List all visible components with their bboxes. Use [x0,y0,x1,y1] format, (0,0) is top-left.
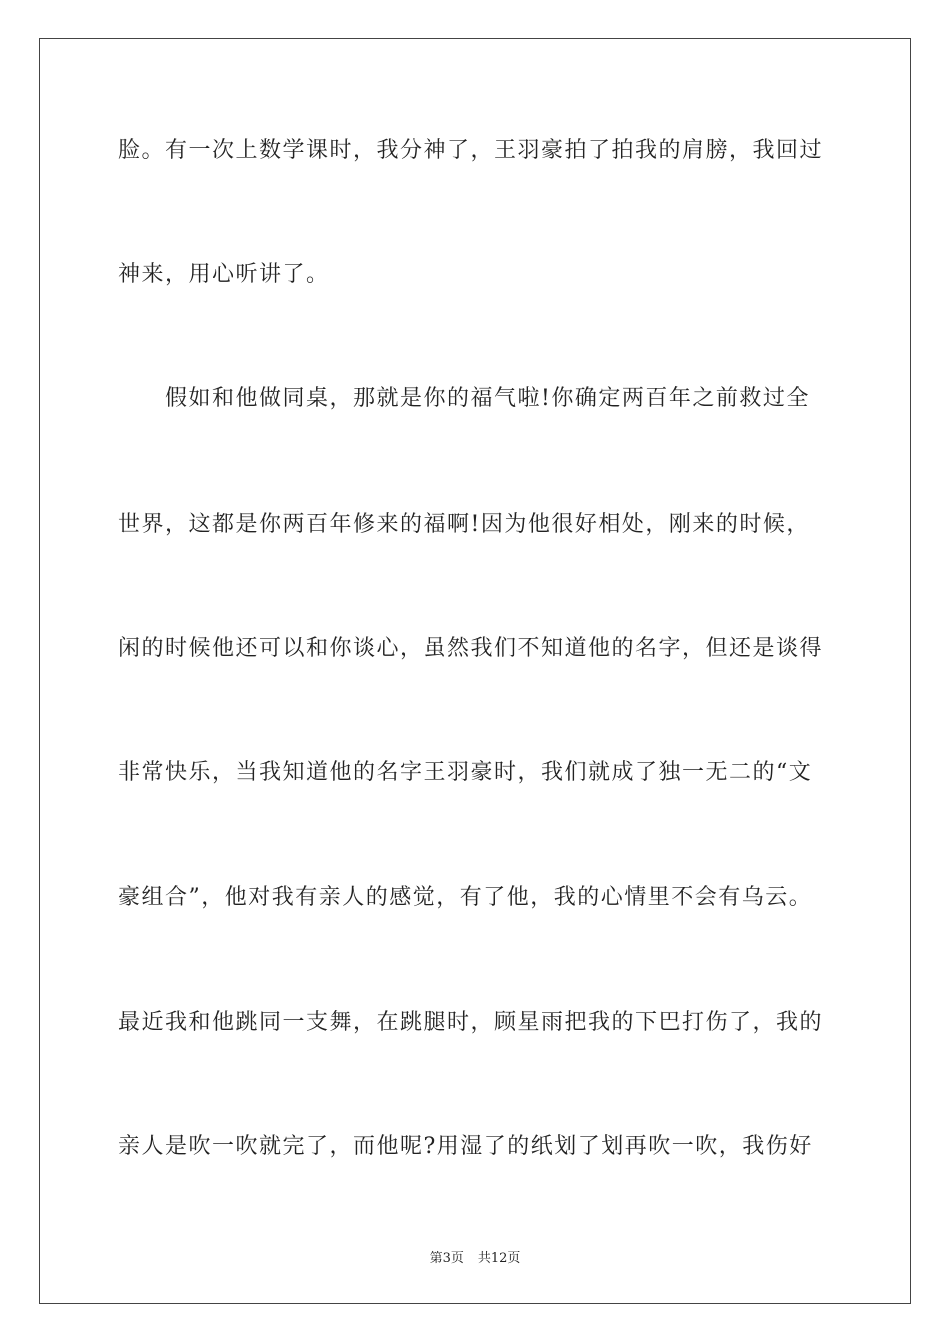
text-line: 脸。有一次上数学课时，我分神了，王羽豪拍了拍我的肩膀，我回过 [118,138,824,163]
text-line: 神来，用心听讲了。 [118,262,330,287]
text-line: 闲的时候他还可以和你谈心，虽然我们不知道他的名字，但还是谈得 [118,636,824,661]
page-number: 第3页 [429,1251,464,1266]
page-footer [0,1247,950,1266]
text-line: 世界，这都是你两百年修来的福啊!因为他很好相处，刚来的时候， [118,512,810,537]
page-border [39,38,911,1304]
text-line: 最近我和他跳同一支舞，在跳腿时，顾星雨把我的下巴打伤了，我的 [118,1010,824,1035]
text-line: 亲人是吹一吹就完了，而他呢?用湿了的纸划了划再吹一吹，我伤好 [118,1134,813,1159]
text-line: 非常快乐，当我知道他的名字王羽豪时，我们就成了独一无二的“文 [118,760,813,785]
paragraph-start-line: 假如和他做同桌，那就是你的福气啦!你确定两百年之前救过全 [165,386,810,411]
page-total: 共12页 [477,1251,521,1266]
text-line: 豪组合”，他对我有亲人的感觉，有了他，我的心情里不会有乌云。 [118,885,813,910]
